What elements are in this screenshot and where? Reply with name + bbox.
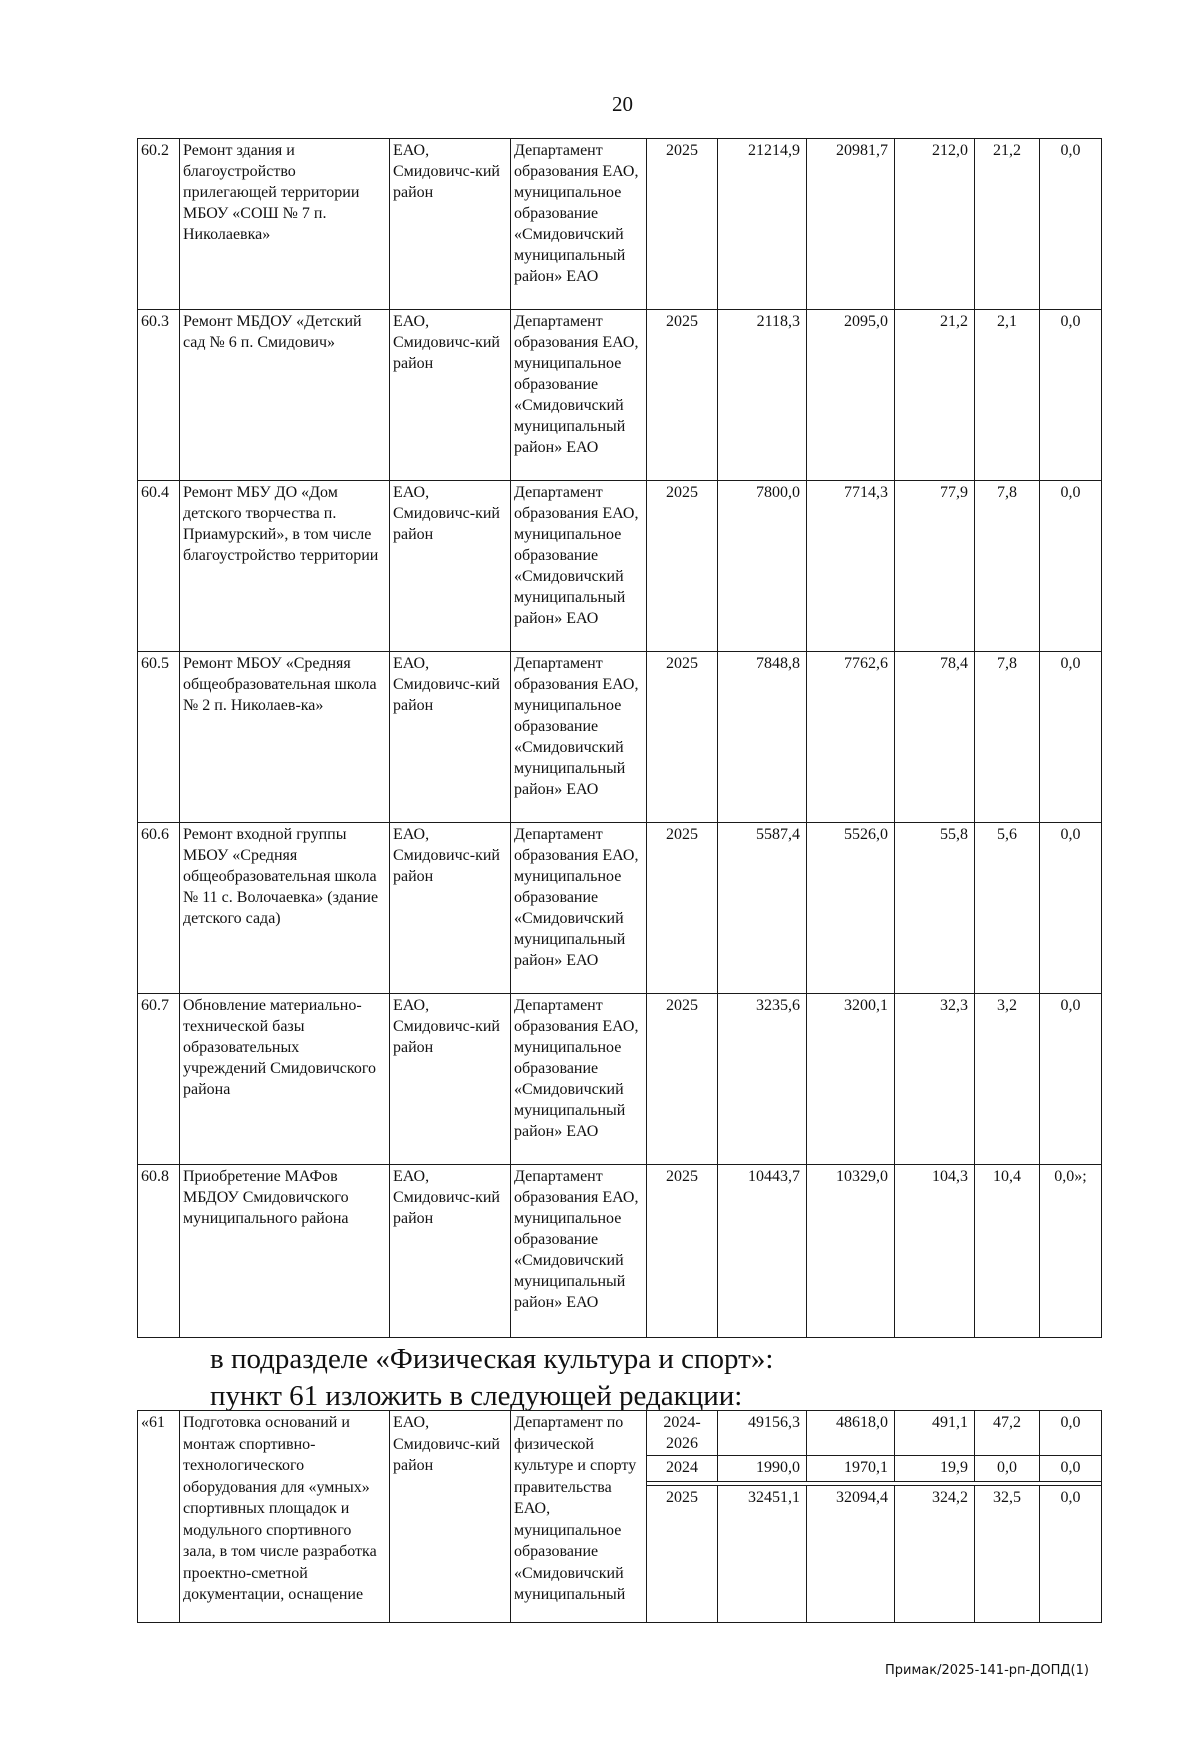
row-name: Ремонт здания и благоустройство прилегающей территории МБОУ «СОШ № 7 п. Николаевка» bbox=[180, 139, 390, 310]
row-name: Ремонт входной группы МБОУ «Средняя общеобразовательная школа № 11 с. Волочаевка» (здание детского сада) bbox=[180, 823, 390, 994]
row-location: ЕАО, Смидовичс-кий район bbox=[390, 823, 511, 994]
row-executor: Департамент образования ЕАО, муниципальное образование «Смидовичский муниципальный район» ЕАО bbox=[511, 652, 647, 823]
row-value-2: 104,3 bbox=[895, 1165, 975, 1338]
item-value-3: 47,2 bbox=[975, 1411, 1040, 1456]
row-name: Приобретение МАФов МБДОУ Смидовичского муниципального района bbox=[180, 1165, 390, 1338]
row-location: ЕАО, Смидовичс-кий район bbox=[390, 652, 511, 823]
row-number: 60.7 bbox=[138, 994, 180, 1165]
row-value-4: 0,0 bbox=[1040, 823, 1102, 994]
row-value-1: 2095,0 bbox=[807, 310, 895, 481]
item-value-4: 0,0 bbox=[1040, 1486, 1102, 1623]
item-year: 2024 bbox=[647, 1456, 718, 1482]
row-value-4: 0,0»; bbox=[1040, 1165, 1102, 1338]
row-total: 7848,8 bbox=[718, 652, 807, 823]
row-location: ЕАО, Смидовичс-кий район bbox=[390, 310, 511, 481]
row-value-1: 7714,3 bbox=[807, 481, 895, 652]
row-year: 2025 bbox=[647, 481, 718, 652]
row-number: 60.3 bbox=[138, 310, 180, 481]
row-year: 2025 bbox=[647, 139, 718, 310]
row-value-3: 5,6 bbox=[975, 823, 1040, 994]
row-number: 60.4 bbox=[138, 481, 180, 652]
row-executor: Департамент образования ЕАО, муниципальное образование «Смидовичский муниципальный район» ЕАО bbox=[511, 481, 647, 652]
row-executor: Департамент образования ЕАО, муниципальное образование «Смидовичский муниципальный район» ЕАО bbox=[511, 310, 647, 481]
row-year: 2025 bbox=[647, 1165, 718, 1338]
row-year: 2025 bbox=[647, 994, 718, 1165]
row-number: 60.2 bbox=[138, 139, 180, 310]
item-61-row bbox=[138, 1411, 1102, 1456]
row-number: 60.5 bbox=[138, 652, 180, 823]
item-year: 2024-2026 bbox=[647, 1411, 718, 1456]
row-name: Ремонт МБДОУ «Детский сад № 6 п. Смидович» bbox=[180, 310, 390, 481]
row-location: ЕАО, Смидовичс-кий район bbox=[390, 1165, 511, 1338]
table-row bbox=[138, 994, 1102, 1165]
row-value-2: 77,9 bbox=[895, 481, 975, 652]
item-number: «61 bbox=[138, 1411, 180, 1623]
row-total: 3235,6 bbox=[718, 994, 807, 1165]
document-footer: Примак/2025-141-рп-ДОПД(1) bbox=[885, 1663, 1089, 1678]
row-value-1: 10329,0 bbox=[807, 1165, 895, 1338]
item-total: 1990,0 bbox=[718, 1456, 807, 1482]
item-61-table bbox=[137, 1410, 1102, 1623]
item-value-3: 0,0 bbox=[975, 1456, 1040, 1482]
item-value-2: 324,2 bbox=[895, 1486, 975, 1623]
row-value-3: 3,2 bbox=[975, 994, 1040, 1165]
row-value-3: 7,8 bbox=[975, 652, 1040, 823]
row-value-3: 2,1 bbox=[975, 310, 1040, 481]
row-value-2: 21,2 bbox=[895, 310, 975, 481]
table-row bbox=[138, 652, 1102, 823]
table-row bbox=[138, 310, 1102, 481]
row-value-4: 0,0 bbox=[1040, 652, 1102, 823]
row-value-2: 32,3 bbox=[895, 994, 975, 1165]
item-location: ЕАО, Смидовичс-кий район bbox=[390, 1411, 511, 1623]
main-table bbox=[137, 138, 1102, 1338]
item-total: 32451,1 bbox=[718, 1486, 807, 1623]
row-value-1: 3200,1 bbox=[807, 994, 895, 1165]
page-number: 20 bbox=[612, 92, 633, 116]
row-value-3: 21,2 bbox=[975, 139, 1040, 310]
row-executor: Департамент образования ЕАО, муниципальное образование «Смидовичский муниципальный район» ЕАО bbox=[511, 139, 647, 310]
row-value-4: 0,0 bbox=[1040, 481, 1102, 652]
row-total: 2118,3 bbox=[718, 310, 807, 481]
row-value-2: 55,8 bbox=[895, 823, 975, 994]
item-total: 49156,3 bbox=[718, 1411, 807, 1456]
item-value-4: 0,0 bbox=[1040, 1456, 1102, 1482]
row-name: Обновление материально-технической базы образовательных учреждений Смидовичского района bbox=[180, 994, 390, 1165]
table-row bbox=[138, 1165, 1102, 1338]
item-executor: Департамент по физической культуре и спорту правительства ЕАО, муниципальное образование «Смидовичский муниципальный bbox=[511, 1411, 647, 1623]
row-value-4: 0,0 bbox=[1040, 994, 1102, 1165]
item-value-2: 491,1 bbox=[895, 1411, 975, 1456]
row-year: 2025 bbox=[647, 652, 718, 823]
table-row bbox=[138, 139, 1102, 310]
row-executor: Департамент образования ЕАО, муниципальное образование «Смидовичский муниципальный район» ЕАО bbox=[511, 994, 647, 1165]
row-number: 60.8 bbox=[138, 1165, 180, 1338]
row-value-2: 78,4 bbox=[895, 652, 975, 823]
row-total: 10443,7 bbox=[718, 1165, 807, 1338]
row-year: 2025 bbox=[647, 310, 718, 481]
row-value-1: 5526,0 bbox=[807, 823, 895, 994]
item-value-1: 32094,4 bbox=[807, 1486, 895, 1623]
row-executor: Департамент образования ЕАО, муниципальное образование «Смидовичский муниципальный район» ЕАО bbox=[511, 823, 647, 994]
item-value-1: 48618,0 bbox=[807, 1411, 895, 1456]
row-year: 2025 bbox=[647, 823, 718, 994]
item-value-2: 19,9 bbox=[895, 1456, 975, 1482]
row-value-3: 7,8 bbox=[975, 481, 1040, 652]
row-location: ЕАО, Смидовичс-кий район bbox=[390, 139, 511, 310]
row-total: 21214,9 bbox=[718, 139, 807, 310]
row-value-3: 10,4 bbox=[975, 1165, 1040, 1338]
row-value-2: 212,0 bbox=[895, 139, 975, 310]
row-value-1: 20981,7 bbox=[807, 139, 895, 310]
item-year: 2025 bbox=[647, 1486, 718, 1623]
row-location: ЕАО, Смидовичс-кий район bbox=[390, 481, 511, 652]
row-value-4: 0,0 bbox=[1040, 139, 1102, 310]
subsection-text: в подразделе «Физическая культура и спорт»: bbox=[210, 1343, 774, 1375]
row-value-4: 0,0 bbox=[1040, 310, 1102, 481]
row-name: Ремонт МБОУ «Средняя общеобразовательная школа № 2 п. Николаев-ка» bbox=[180, 652, 390, 823]
row-executor: Департамент образования ЕАО, муниципальное образование «Смидовичский муниципальный район» ЕАО bbox=[511, 1165, 647, 1338]
item-value-1: 1970,1 bbox=[807, 1456, 895, 1482]
row-total: 5587,4 bbox=[718, 823, 807, 994]
row-total: 7800,0 bbox=[718, 481, 807, 652]
table-row bbox=[138, 481, 1102, 652]
row-location: ЕАО, Смидовичс-кий район bbox=[390, 994, 511, 1165]
table-row bbox=[138, 823, 1102, 994]
item-value-4: 0,0 bbox=[1040, 1411, 1102, 1456]
item-value-3: 32,5 bbox=[975, 1486, 1040, 1623]
row-number: 60.6 bbox=[138, 823, 180, 994]
instruction-text: пункт 61 изложить в следующей редакции: bbox=[210, 1380, 743, 1412]
item-name: Подготовка оснований и монтаж спортивно-технологического оборудования для «умных» спортивных площадок и модульного спортивного зала, в том числе разработка проектно-сметной документации, оснащение bbox=[180, 1411, 390, 1623]
row-value-1: 7762,6 bbox=[807, 652, 895, 823]
row-name: Ремонт МБУ ДО «Дом детского творчества п. Приамурский», в том числе благоустройство территории bbox=[180, 481, 390, 652]
